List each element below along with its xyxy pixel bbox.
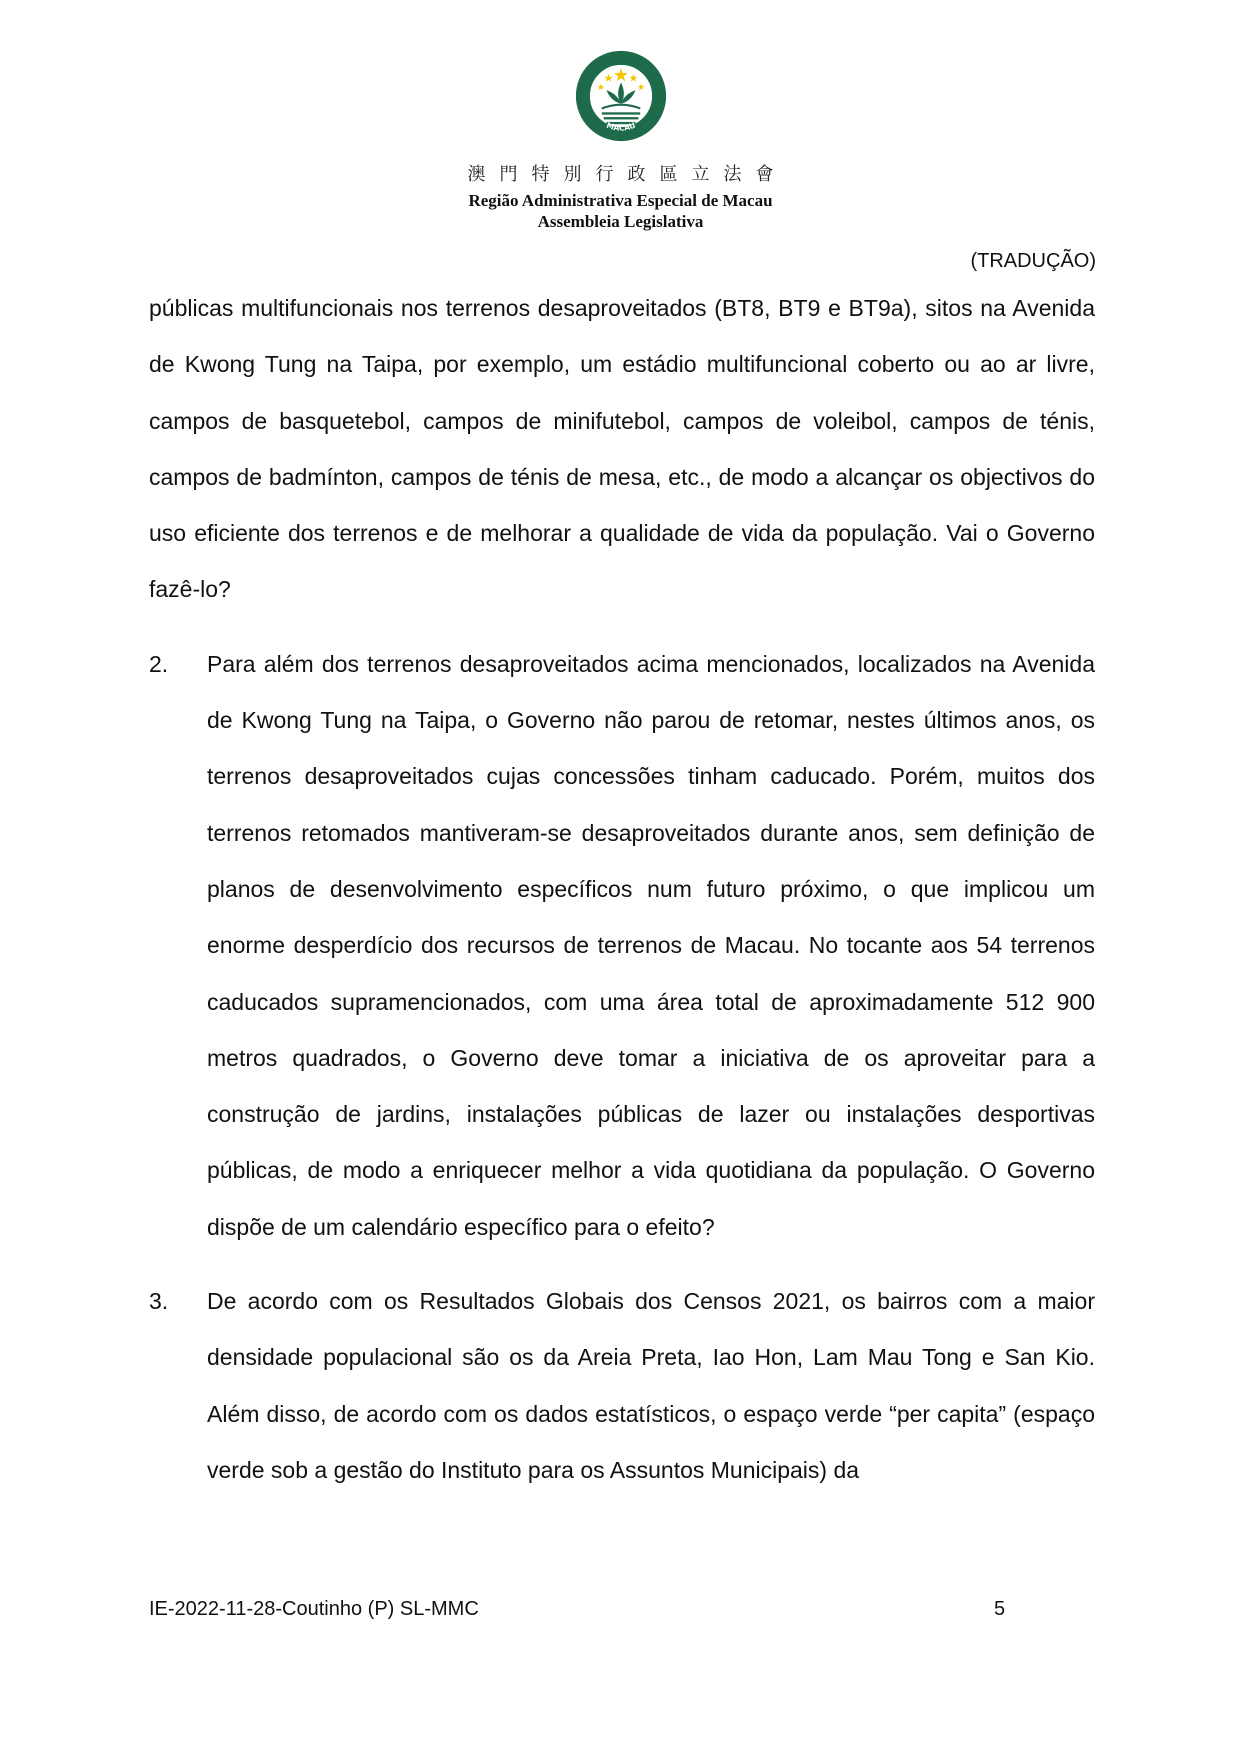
list-item-number: 2. [149,650,169,677]
translation-tag: (TRADUÇÃO) [970,250,1096,272]
list-item-text: Para além dos terrenos desaproveitados acima mencionados, localizados na Avenida de Kwong Tung na Taipa, o Governo não parou de retomar, nestes últimos anos, os terrenos desaproveitados cujas concessões tinham caducado. Porém, muitos dos terrenos retomados mantiveram-se desaproveitados durante anos, sem definição de planos de desenvolvimento específicos num futuro próximo, o que implicou um enorme desperdício dos recursos de terrenos de Macau. No tocante aos 54 terrenos caducados supramencionados, com uma área total de aproximadamente 512 900 metros quadrados, o Governo deve tomar a iniciativa de os aproveitar para a construção de jardins, instalações públicas de lazer ou instalações desportivas públicas, de modo a enriquecer melhor a vida quotidiana da população. O Governo dispõe de um calendário específico para o efeito? [207,650,1095,1240]
document-body [149,280,1095,1498]
list-item-text: De acordo com os Resultados Globais dos Censos 2021, os bairros com a maior densidade populacional são os da Areia Preta, Iao Hon, Lam Mau Tong e San Kio. Além disso, de acordo com os dados estatísticos, o espaço verde “per capita” (espaço verde sob a gestão do Instituto para os Assuntos Municipais) da [207,1288,1095,1483]
list-item [149,636,1095,1255]
list-item [149,1273,1095,1498]
list-item-number: 3. [149,1288,169,1315]
chinese-title: 澳門特別行政區立法會 [467,164,788,185]
page-number: 5 [994,1598,1006,1620]
letterhead [0,48,1241,232]
document-code: IE-2022-11-28-Coutinho (P) SL-MMC [149,1598,479,1620]
macau-emblem-icon [573,48,669,144]
emblem-label: MACAU [604,120,637,133]
institution-subtitle: Assembleia Legislativa [537,212,704,231]
continuation-paragraph: públicas multifuncionais nos terrenos desaproveitados (BT8, BT9 e BT9a), sitos na Avenida de Kwong Tung na Taipa, por exemplo, um estádio multifuncional coberto ou ao ar livre, campos de basquetebol, campos de minifutebol, campos de voleibol, campos de ténis, campos de badmínton, campos de ténis de mesa, etc., de modo a alcançar os objectivos do uso eficiente dos terrenos e de melhorar a qualidade de vida da população. Vai o Governo fazê-lo? [149,295,1095,603]
institution-title: Região Administrativa Especial de Macau [468,191,773,210]
